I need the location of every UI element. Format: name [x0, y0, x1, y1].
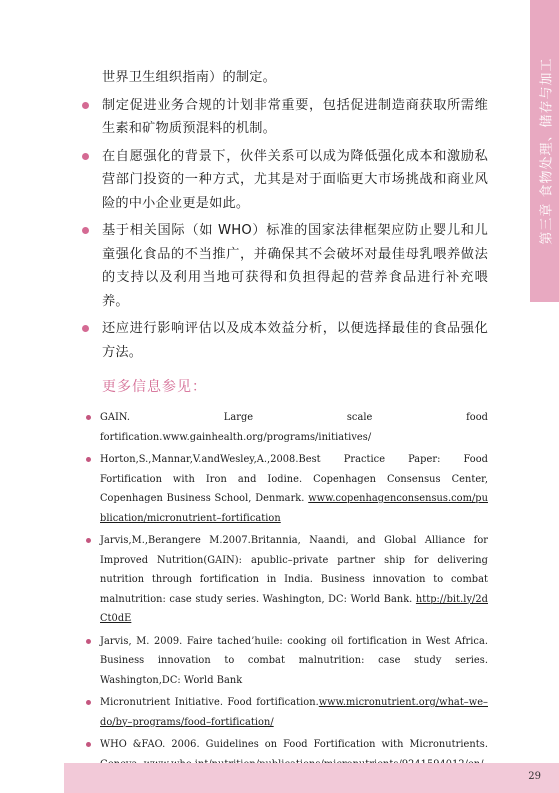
reference-item — [80, 408, 488, 447]
reference-link[interactable]: http://bit.ly/2dCt0dE — [100, 593, 488, 624]
bullet-item — [80, 145, 488, 216]
bullet-item — [80, 317, 488, 364]
bullet-icon — [86, 742, 91, 747]
reference-item — [80, 450, 488, 528]
reference-text: Jarvis, M. 2009. Faire tached’huile: cooking oil fortification in West Africa. Business innovation to combat malnutrition: case study series. Washington,DC: World Bank — [100, 635, 488, 686]
reference-text: Jarvis,M.,Berangere M.2007.Britannia, Naandi, and Global Alliance for Improved Nutrition(GAIN): apublic–private partner ship for delivering nutrition through fortification in India. Business innovation to combat malnutrition: case study series. Washington, DC: World Bank. — [100, 535, 488, 605]
chapter-title: 第三章 食物处理、储存与加工 — [539, 57, 554, 245]
page-number: 29 — [528, 771, 541, 782]
bullet-icon — [86, 538, 91, 543]
reference-text: Micronutrient Initiative. Food fortification. — [100, 697, 319, 708]
reference-item — [80, 531, 488, 629]
bullet-icon — [86, 457, 91, 462]
bullet-icon — [86, 415, 91, 420]
reference-list — [80, 408, 488, 774]
reference-link[interactable]: www.copenhagenconsensus.com/publication/micronutrient–fortification — [100, 493, 488, 524]
bullet-text: 制定促进业务合规的计划非常重要，包括促进制造商获取所需维生素和矿物质预混料的机制。 — [102, 97, 488, 136]
more-info-heading: 更多信息参见： — [102, 379, 207, 395]
reference-text: WHO &FAO. 2006. Guidelines on Food Fortification with Micronutrients. — [100, 739, 488, 750]
reference-text: Horton,S.,Mannar,V.andWesley,A.,2008.Best Practice Paper: Food Fortification with Iron and Iodine. Copenhagen Consensus Center, Copenhagen Business School, Denmark. — [100, 454, 488, 504]
bullet-icon — [86, 639, 91, 644]
bullet-icon — [86, 700, 91, 705]
main-content — [80, 66, 488, 777]
reference-item — [80, 632, 488, 691]
footer-band — [64, 763, 559, 793]
bullet-text: 在自愿强化的背景下，伙伴关系可以成为降低强化成本和激励私营部门投资的一种方式，尤其是对于面临更大市场挑战和商业风险的中小企业更是如此。 — [102, 148, 488, 211]
reference-text: GAIN. Large scale food fortification.www.gainhealth.org/programs/initiatives/ — [100, 412, 488, 443]
bullet-icon — [82, 227, 89, 234]
bullet-text: 还应进行影响评估以及成本效益分析，以便选择最佳的食品强化方法。 — [102, 321, 488, 360]
bullet-icon — [82, 153, 89, 160]
chapter-side-tab — [530, 0, 559, 302]
bullet-text: 基于相关国际（如 WHO）标准的国家法律框架应防止婴儿和儿童强化食品的不当推广，并确保其不会破坏对最佳母乳喂养做法的支持以及利用当地可获得和负担得起的营养食品进行补充喂养。 — [102, 223, 488, 309]
intro-line: 世界卫生组织指南）的制定。 — [102, 70, 277, 85]
bullet-icon — [82, 325, 89, 332]
bullet-item — [80, 94, 488, 141]
reference-link[interactable]: www.micronutrient.org/what–we–do/by–programs/food–fortification/ — [100, 697, 488, 728]
bullet-item — [80, 219, 488, 313]
reference-item — [80, 693, 488, 732]
bullet-icon — [82, 102, 89, 109]
